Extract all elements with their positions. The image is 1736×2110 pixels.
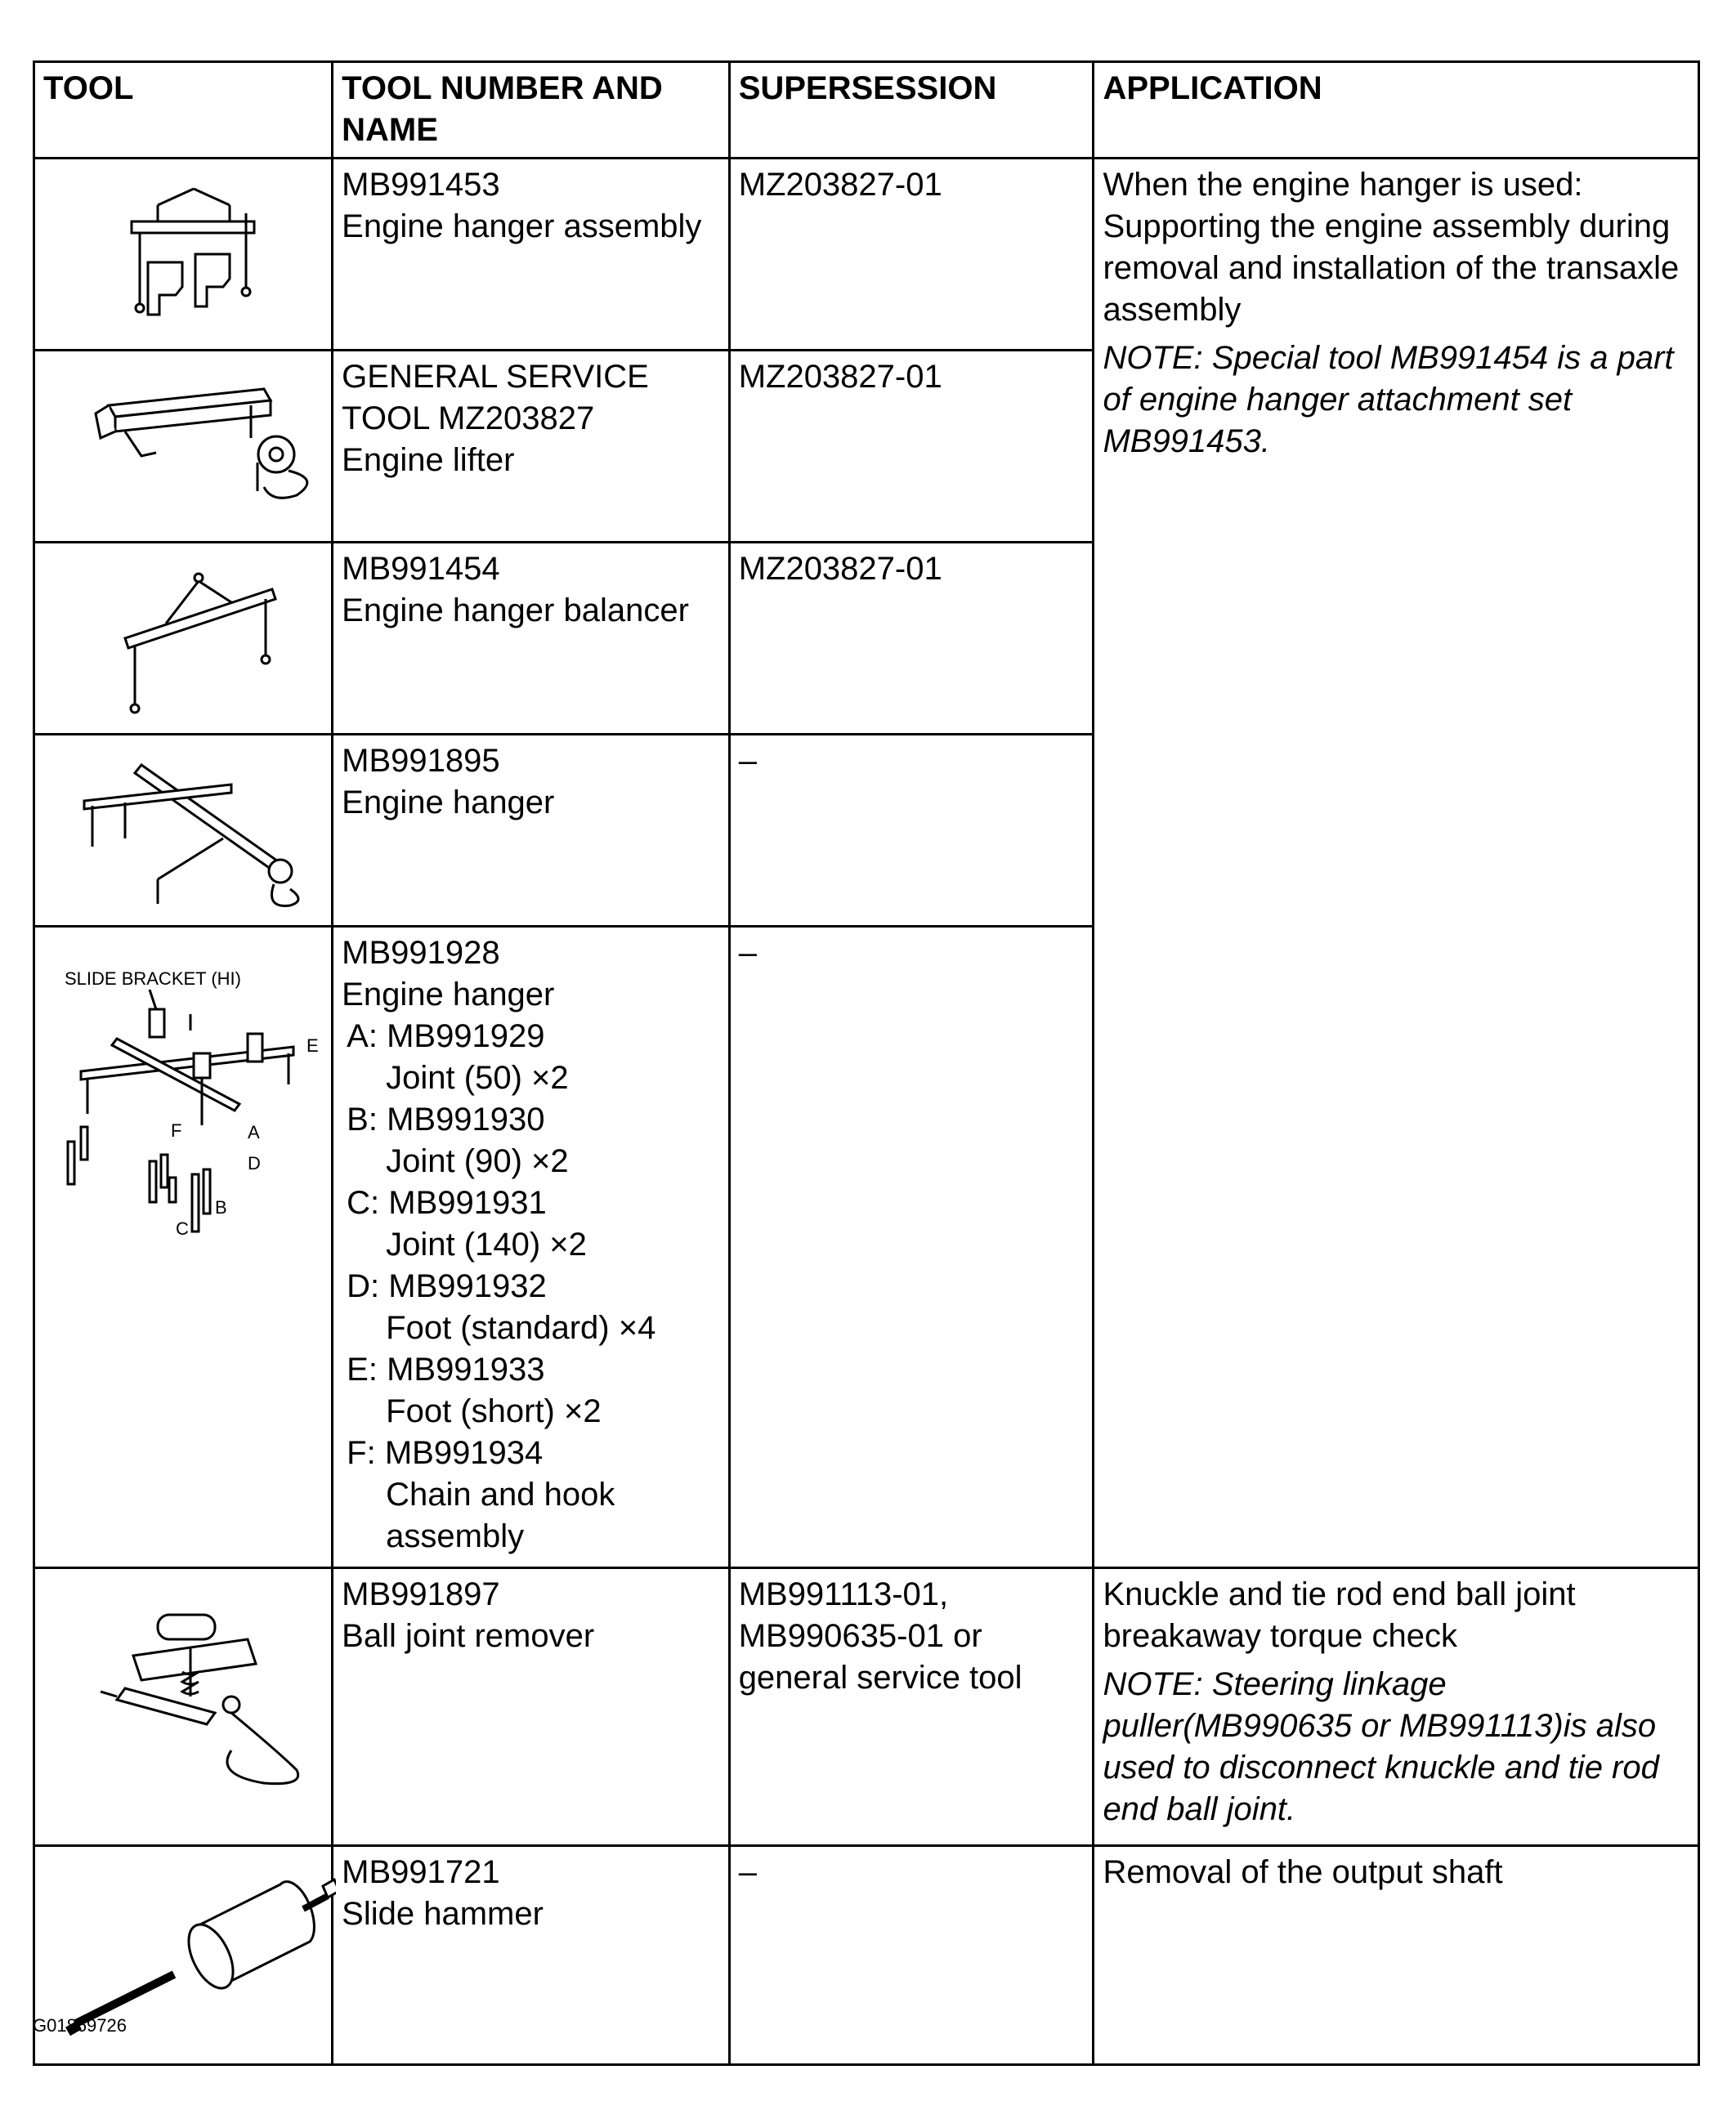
- component-desc: Foot (short) ×2: [386, 1393, 602, 1429]
- header-tool: TOOL: [34, 62, 333, 159]
- slide-bracket-label: SLIDE BRACKET (HI): [65, 968, 241, 989]
- callout-d: D: [248, 1153, 261, 1173]
- tool-illustration-cell: [34, 351, 333, 543]
- component-code: C: MB991931: [347, 1185, 547, 1221]
- ball-joint-remover-icon: [43, 1574, 336, 1841]
- tool-number-name-cell: [333, 351, 730, 543]
- supersession-cell: MZ203827-01: [729, 159, 1094, 351]
- tool-illustration-cell: [34, 735, 333, 927]
- application-text: Removal of the output shaft: [1103, 1854, 1503, 1890]
- tool-name: Engine hanger: [342, 785, 555, 820]
- tool-illustration-cell: [34, 159, 333, 351]
- header-supersession: SUPERSESSION: [729, 62, 1094, 159]
- tool-number: MB991453: [342, 167, 500, 203]
- table-row: [34, 1846, 1699, 2065]
- tool-number-name-cell: [333, 1568, 730, 1846]
- application-cell: [1094, 1568, 1699, 1846]
- engine-hanger-balancer-icon: [43, 548, 336, 730]
- supersession-cell: –: [729, 1846, 1094, 2065]
- tool-number-name-cell: [333, 735, 730, 927]
- table-row: [34, 1568, 1699, 1846]
- component-code: B: MB991930: [347, 1102, 545, 1138]
- application-note: NOTE: Steering linkage puller(MB990635 or MB991113)is also used to disconnect knuckle and tie rod end ball joint.: [1103, 1666, 1659, 1827]
- tool-number: GENERAL SERVICE TOOL MZ203827: [342, 359, 649, 436]
- figure-id: G01869726: [33, 2015, 127, 2036]
- supersession-cell: MZ203827-01: [729, 543, 1094, 735]
- component-code: A: MB991929: [347, 1018, 545, 1054]
- tool-name: Ball joint remover: [342, 1618, 595, 1654]
- tool-name: Engine hanger: [342, 977, 555, 1013]
- tool-number: MB991895: [342, 743, 500, 779]
- engine-hanger-assembly-icon: [43, 164, 336, 346]
- header-application: APPLICATION: [1094, 62, 1699, 159]
- tool-name: Slide hammer: [342, 1896, 544, 1932]
- component-desc: Chain and hook assembly: [386, 1477, 615, 1554]
- component-desc: Foot (standard) ×4: [386, 1310, 656, 1346]
- tool-number: MB991897: [342, 1576, 500, 1612]
- tool-name: Engine lifter: [342, 442, 515, 478]
- special-tools-table: [33, 60, 1700, 2066]
- component-desc: Joint (50) ×2: [386, 1060, 569, 1096]
- tool-number: MB991928: [342, 935, 500, 971]
- component-desc: Joint (140) ×2: [386, 1227, 587, 1263]
- engine-hanger-icon: [43, 740, 336, 922]
- application-cell: [1094, 159, 1699, 1568]
- callout-b: B: [215, 1197, 227, 1218]
- tool-name: Engine hanger assembly: [342, 208, 702, 244]
- table-header-row: [34, 62, 1699, 159]
- application-cell: [1094, 1846, 1699, 2065]
- engine-lifter-icon: [43, 356, 336, 538]
- tool-illustration-cell: [34, 927, 333, 1568]
- tool-number: MB991454: [342, 551, 500, 587]
- tool-number-name-cell: [333, 543, 730, 735]
- callout-a: A: [248, 1122, 260, 1142]
- supersession-cell: –: [729, 927, 1094, 1568]
- application-note: NOTE: Special tool MB991454 is a part of engine hanger attachment set MB991453.: [1103, 340, 1674, 459]
- component-code: F: MB991934: [347, 1435, 544, 1471]
- callout-f: F: [171, 1120, 182, 1141]
- callout-e: E: [306, 1035, 319, 1056]
- tool-illustration-cell: [34, 543, 333, 735]
- supersession-cell: –: [729, 735, 1094, 927]
- tool-number-name-cell: [333, 1846, 730, 2065]
- callout-c: C: [176, 1218, 189, 1239]
- component-desc: Joint (90) ×2: [386, 1143, 569, 1179]
- supersession-cell: MB991113-01, MB990635-01 or general service tool: [729, 1568, 1094, 1846]
- component-code: E: MB991933: [347, 1352, 545, 1388]
- application-text: Knuckle and tie rod end ball joint breakaway torque check: [1103, 1576, 1576, 1654]
- tool-illustration-cell: [34, 1568, 333, 1846]
- application-text: When the engine hanger is used: Supporting the engine assembly during removal and installation of the transaxle assembly: [1103, 167, 1680, 328]
- table-row: [34, 159, 1699, 351]
- header-tool-number-name: TOOL NUMBER AND NAME: [333, 62, 730, 159]
- tool-number-name-cell: [333, 159, 730, 351]
- tool-number: MB991721: [342, 1854, 500, 1890]
- engine-hanger-slide-bracket-icon: [43, 932, 336, 1563]
- supersession-cell: MZ203827-01: [729, 351, 1094, 543]
- tool-name: Engine hanger balancer: [342, 592, 689, 628]
- tool-number-name-cell: [333, 927, 730, 1568]
- component-code: D: MB991932: [347, 1268, 547, 1304]
